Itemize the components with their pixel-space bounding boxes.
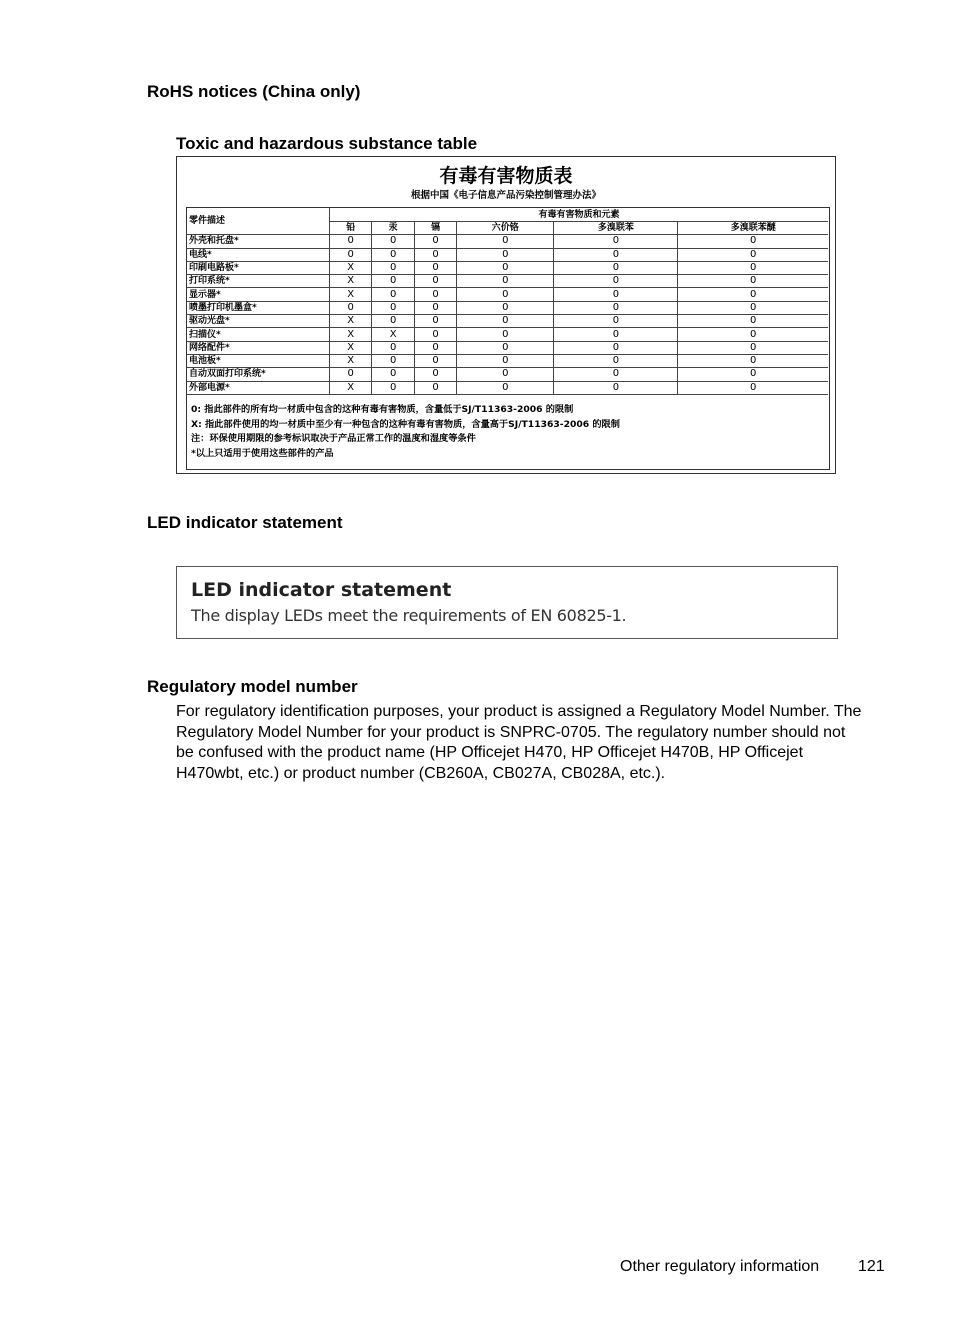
substance-cell: 0 — [457, 315, 554, 328]
substance-cell: 0 — [678, 315, 828, 328]
substance-cell: 0 — [414, 328, 456, 341]
table-row — [187, 301, 828, 314]
table-row — [187, 235, 828, 248]
substance-cell: 0 — [457, 341, 554, 354]
component-label: 扫描仪* — [187, 328, 330, 341]
substance-cell: X — [330, 354, 372, 367]
substance-cell: 0 — [372, 368, 414, 381]
substance-cell: 0 — [414, 288, 456, 301]
substance-cell: 0 — [554, 368, 678, 381]
table-row — [187, 368, 828, 381]
footer-section-name: Other regulatory information — [620, 1258, 820, 1275]
table-row — [187, 288, 828, 301]
substance-cell: 0 — [678, 381, 828, 394]
substance-cell: 0 — [330, 368, 372, 381]
substance-cell: 0 — [457, 248, 554, 261]
substance-cell: 0 — [330, 301, 372, 314]
substance-cell: 0 — [554, 301, 678, 314]
substance-cell: 0 — [372, 235, 414, 248]
substance-cell: 0 — [457, 288, 554, 301]
substance-cell: X — [330, 275, 372, 288]
component-label: 外部电源* — [187, 381, 330, 394]
substance-cell: 0 — [372, 248, 414, 261]
substance-cell: 0 — [457, 261, 554, 274]
table-row — [187, 381, 828, 394]
substance-cell: 0 — [372, 275, 414, 288]
column-header: 铅 — [330, 222, 372, 235]
page-number: 121 — [858, 1258, 885, 1275]
table-row — [187, 341, 828, 354]
substance-cell: 0 — [372, 341, 414, 354]
paragraph-line: Regulatory Model Number for your product is SNPRC-0705. The regulatory number should not — [176, 723, 846, 741]
note-line: 0: 指此部件的所有均一材质中包含的这种有毒有害物质，含量低于SJ/T11363-2006 的限制 — [191, 404, 574, 415]
substance-cell: 0 — [330, 235, 372, 248]
substance-cell: X — [330, 341, 372, 354]
table-row — [187, 315, 828, 328]
table-row — [187, 261, 828, 274]
substance-cell: 0 — [414, 368, 456, 381]
paragraph-line: H470wbt, etc.) or product number (CB260A, CB027A, CB028A, etc.). — [176, 764, 666, 782]
substance-cell: 0 — [372, 381, 414, 394]
note-line: *以上只适用于使用这些部件的产品 — [191, 447, 334, 459]
component-label: 自动双面打印系统* — [187, 368, 330, 381]
toxic-substance-table-image — [176, 156, 836, 474]
table-row — [187, 248, 828, 261]
substance-cell: 0 — [372, 261, 414, 274]
substance-cell: 0 — [554, 288, 678, 301]
substance-cell: 0 — [678, 301, 828, 314]
substance-cell: 0 — [457, 235, 554, 248]
substance-cell: 0 — [414, 261, 456, 274]
substance-cell: X — [330, 261, 372, 274]
substance-group-header: 有毒有害物质和元素 — [330, 208, 829, 222]
substance-cell: 0 — [330, 248, 372, 261]
substance-cell: 0 — [457, 354, 554, 367]
component-label: 显示器* — [187, 288, 330, 301]
substance-cell: 0 — [372, 301, 414, 314]
substance-cell: 0 — [372, 315, 414, 328]
component-label: 喷墨打印机墨盒* — [187, 301, 330, 314]
led-box-text: The display LEDs meet the requirements of EN 60825-1. — [191, 606, 627, 625]
paragraph-line: be confused with the product name (HP Officejet H470, HP Officejet H470B, HP Officejet — [176, 744, 804, 761]
substance-cell: 0 — [414, 341, 456, 354]
led-statement-image — [176, 566, 838, 639]
substance-cell: 0 — [414, 381, 456, 394]
toxic-table-notes — [191, 403, 620, 461]
substance-cell: 0 — [554, 381, 678, 394]
substance-cell: 0 — [414, 275, 456, 288]
column-header: 汞 — [372, 222, 414, 235]
toxic-table-title: 有毒有害物质表 — [439, 165, 573, 187]
component-label: 电池板* — [187, 354, 330, 367]
substance-cell: 0 — [554, 315, 678, 328]
substance-cell: X — [330, 288, 372, 301]
substance-cell: 0 — [678, 354, 828, 367]
substance-cell: 0 — [457, 368, 554, 381]
substance-cell: X — [330, 328, 372, 341]
substance-cell: 0 — [678, 341, 828, 354]
substance-cell: 0 — [414, 315, 456, 328]
substance-cell: 0 — [678, 328, 828, 341]
substance-cell: X — [330, 381, 372, 394]
toxic-table-frame — [186, 207, 830, 470]
substance-cell: X — [372, 328, 414, 341]
paragraph-line: For regulatory identification purposes, your product is assigned a Regulatory Model Number. The — [176, 703, 862, 720]
substance-cell: 0 — [554, 275, 678, 288]
led-box-title: LED indicator statement — [191, 579, 452, 601]
led-heading: LED indicator statement — [147, 513, 343, 532]
rohs-heading: RoHS notices (China only) — [147, 82, 361, 101]
toxic-substance-table — [187, 208, 828, 395]
substance-cell: 0 — [414, 248, 456, 261]
regulatory-paragraph — [176, 702, 861, 784]
column-header: 镉 — [414, 222, 456, 235]
regulatory-heading: Regulatory model number — [147, 677, 358, 696]
substance-cell: 0 — [372, 288, 414, 301]
substance-cell: X — [330, 315, 372, 328]
substance-cell: 0 — [554, 341, 678, 354]
table-row — [187, 275, 828, 288]
substance-cell: 0 — [678, 368, 828, 381]
column-header: 多溴联苯 — [554, 222, 678, 235]
substance-cell: 0 — [414, 235, 456, 248]
toxic-table-heading: Toxic and hazardous substance table — [176, 134, 478, 153]
substance-cell: 0 — [457, 301, 554, 314]
substance-cell: 0 — [678, 275, 828, 288]
substance-cell: 0 — [554, 235, 678, 248]
substance-cell: 0 — [414, 354, 456, 367]
component-header: 零件描述 — [187, 208, 330, 235]
table-row — [187, 328, 828, 341]
toxic-table-subtitle: 根据中国《电子信息产品污染控制管理办法》 — [410, 190, 601, 201]
substance-cell: 0 — [457, 275, 554, 288]
note-line: 注：环保使用期限的参考标识取决于产品正常工作的温度和湿度等条件 — [191, 433, 476, 444]
substance-cell: 0 — [414, 301, 456, 314]
component-label: 打印系统* — [187, 275, 330, 288]
table-row — [187, 354, 828, 367]
component-label: 网络配件* — [187, 341, 330, 354]
component-label: 外壳和托盘* — [187, 235, 330, 248]
substance-cell: 0 — [554, 261, 678, 274]
column-header: 多溴联苯醚 — [678, 222, 828, 235]
substance-cell: 0 — [554, 354, 678, 367]
note-line: X: 指此部件使用的均一材质中至少有一种包含的这种有毒有害物质，含量高于SJ/T11363-2006 的限制 — [191, 418, 620, 430]
substance-cell: 0 — [678, 235, 828, 248]
substance-cell: 0 — [457, 381, 554, 394]
component-label: 印刷电路板* — [187, 261, 330, 274]
component-label: 电线* — [187, 248, 330, 261]
substance-cell: 0 — [678, 248, 828, 261]
substance-cell: 0 — [554, 328, 678, 341]
substance-cell: 0 — [678, 261, 828, 274]
substance-cell: 0 — [372, 354, 414, 367]
substance-cell: 0 — [457, 328, 554, 341]
column-header: 六价铬 — [457, 222, 554, 235]
substance-cell: 0 — [554, 248, 678, 261]
component-label: 驱动光盘* — [187, 315, 330, 328]
substance-cell: 0 — [678, 288, 828, 301]
